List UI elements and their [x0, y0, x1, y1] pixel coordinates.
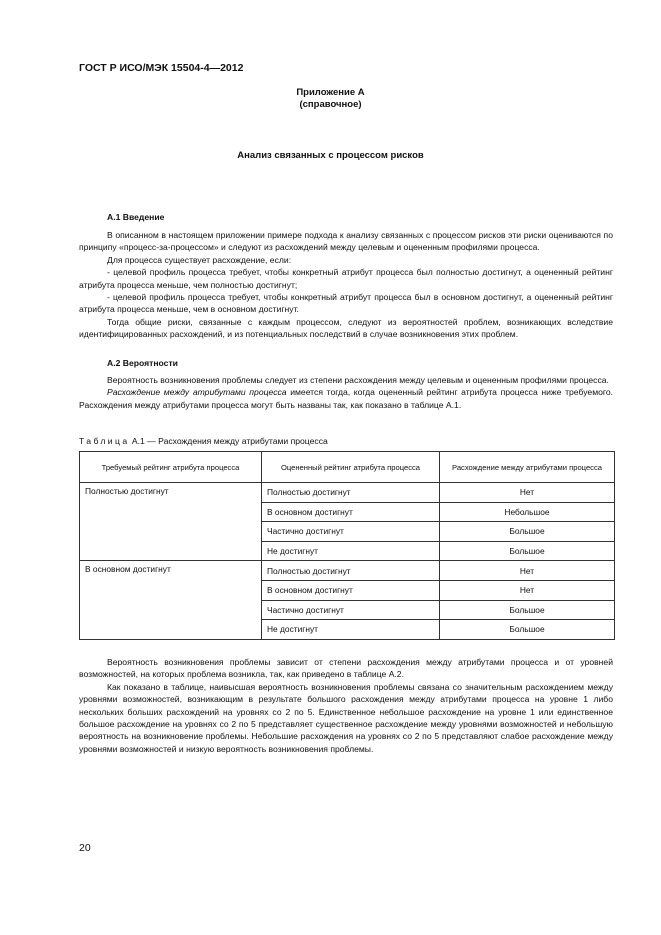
- discrepancy-cell: Небольшое: [440, 502, 615, 522]
- paragraph: - целевой профиль процесса требует, чтобы конкретный атрибут процесса был в основном достигнут, а оцененный рейтинг атрибута процесса меньше, чем в основном достигнут.: [79, 292, 613, 315]
- assessed-rating-cell: В основном достигнут: [262, 502, 440, 522]
- table-header-cell: Расхождение между атрибутами процесса: [440, 452, 615, 483]
- table-caption: [79, 436, 328, 446]
- paragraph: Вероятность возникновения проблемы зависит от степени расхождения между атрибутами процесса и от уровней возможностей, на которых проблема возникла, так, как приведено в таблице А.2.: [79, 657, 613, 680]
- section-a1-heading: А.1 Введение: [107, 212, 165, 222]
- assessed-rating-cell: Не достигнут: [262, 541, 440, 561]
- paragraph: Как показано в таблице, наивысшая вероятность возникновения проблемы связана со значительным расхождением между уровнями возможностей, возникающим в результате большого расхождения между атрибутами процесса на уровне 1 либо нескольких больших расхождений на уровнях со 2 по 5. Единственное небольшое расхождение на уровне 1 или единственное большое расхождение на уровнях со 2 по 5 представляет существенное расхождение между уровнями возможностей и небольшую вероятность на возникновение проблемы. Небольшие расхождения на уровнях со 2 по 5 представляют слабое расхождение между уровнями возможностей и низкую вероятность возникновения проблемы.: [79, 681, 613, 754]
- table-row: [80, 561, 615, 581]
- page-number: 20: [79, 842, 91, 854]
- paragraph: - целевой профиль процесса требует, чтобы конкретный атрибут процесса был полностью достигнут, а оцененный рейтинг атрибута процесса меньше, чем полностью достигнут;: [79, 267, 613, 290]
- discrepancy-cell: Большое: [440, 600, 615, 620]
- appendix-subtitle: (справочное): [299, 99, 362, 110]
- paragraph: Вероятность возникновения проблемы следует из степени расхождения между целевым и оцененным профилями процесса.: [107, 375, 609, 385]
- post-table-body: [79, 656, 613, 755]
- assessed-rating-cell: Частично достигнут: [262, 522, 440, 542]
- section-a1-body: [79, 229, 613, 341]
- table-header-row: [80, 452, 615, 483]
- assessed-rating-cell: Полностью достигнут: [262, 483, 440, 503]
- paragraph: [79, 386, 613, 411]
- discrepancy-cell: Большое: [440, 522, 615, 542]
- discrepancy-cell: Нет: [440, 580, 615, 600]
- paragraph: Тогда общие риски, связанные с каждым процессом, следуют из вероятностей проблем, возникающих вследствие идентифицированных расхождений, и из потенциальных последствий в случае возникновения этих проблем.: [79, 316, 613, 340]
- discrepancy-cell: Большое: [440, 620, 615, 640]
- italic-term: Расхождение между атрибутами процесса: [107, 387, 287, 398]
- assessed-rating-cell: В основном достигнут: [262, 580, 440, 600]
- table-row: [80, 483, 615, 503]
- assessed-rating-cell: Не достигнут: [262, 620, 440, 640]
- paragraph: В описанном в настоящем приложении примере подхода к анализу связанных с процессом рисков эти риски оцениваются по принципу «процесс-за-процессом» и следуют из расхождений между целевым и оцененным профилями процесса.: [79, 230, 613, 253]
- section-a2-heading: А.2 Вероятности: [107, 358, 178, 368]
- table-header-cell: Требуемый рейтинг атрибута процесса: [80, 452, 262, 483]
- discrepancy-table: [79, 451, 615, 640]
- assessed-rating-cell: Частично достигнут: [262, 600, 440, 620]
- discrepancy-cell: Нет: [440, 483, 615, 503]
- discrepancy-cell: Нет: [440, 561, 615, 581]
- appendix-name: Анализ связанных с процессом рисков: [237, 150, 424, 161]
- discrepancy-cell: Большое: [440, 541, 615, 561]
- section-a2-body: [79, 374, 613, 411]
- table-caption-text: А.1 — Расхождения между атрибутами процесса: [129, 436, 328, 446]
- appendix-title: Приложение А: [296, 87, 365, 98]
- table-header-cell: Оцененный рейтинг атрибута процесса: [262, 452, 440, 483]
- document-header: ГОСТ Р ИСО/МЭК 15504-4—2012: [79, 62, 244, 74]
- required-rating-cell: В основном достигнут: [80, 561, 262, 639]
- paragraph-rest: имеется тогда, когда оцененный рейтинг атрибута процесса ниже требуемого. Расхождения между атрибутами процесса могут быть названы так, как показано в таблице А.1.: [79, 387, 613, 410]
- table-caption-prefix: Таблица: [79, 436, 130, 446]
- appendix-heading: [0, 87, 661, 111]
- required-rating-cell: Полностью достигнут: [80, 483, 262, 561]
- paragraph: Для процесса существует расхождение, если:: [107, 254, 292, 265]
- assessed-rating-cell: Полностью достигнут: [262, 561, 440, 581]
